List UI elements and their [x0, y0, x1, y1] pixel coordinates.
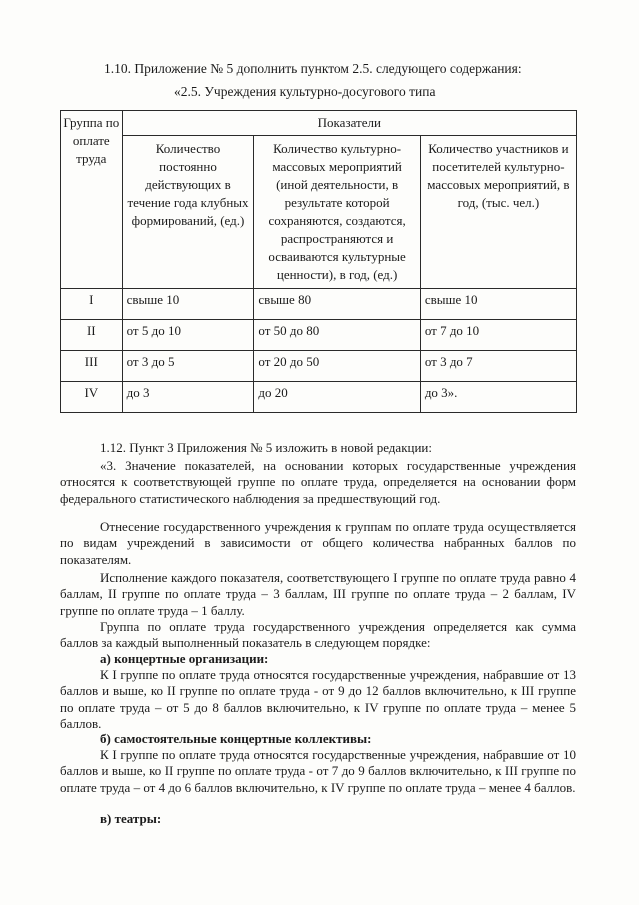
indicators-header: Показатели [122, 111, 576, 136]
group-number: IV [61, 382, 123, 413]
paragraph-points: Исполнение каждого показателя, соответствующего I группе по оплате труда равно 4 баллам, II группе по оплате труда – 3 баллам, III группе по оплате труда – 2 баллам, IV группе по оплате труда – 1 баллу. [60, 570, 576, 618]
table-cell: от 20 до 50 [254, 351, 420, 382]
paragraph-concert-organizations: К I группе по оплате труда относятся государственные учреждения, набравшие от 13 баллов и выше, ко II группе по оплате труда - от 9 до 12 баллов включительно, к III группе по оплате труда – от 5 до 8 баллов включительно, к IV группе по оплате труда – менее 5 баллов. [60, 667, 576, 731]
section-heading-theatres: в) театры: [100, 811, 162, 826]
pay-groups-table [60, 110, 577, 413]
table-cell: от 50 до 80 [254, 320, 420, 351]
table-cell: до 3». [420, 382, 576, 413]
column-header-clubs: Количество постоянно действующих в течение года клубных формирований, (ед.) [122, 136, 254, 289]
table-header-row [61, 111, 577, 136]
table-cell: свыше 10 [122, 289, 254, 320]
table-cell: свыше 10 [420, 289, 576, 320]
section-heading-concert-organizations: а) концертные организации: [100, 651, 269, 666]
table-row [61, 320, 577, 351]
paragraph-3: «3. Значение показателей, на основании которых государственные учреждения относятся к соответствующей группе по оплате труда, определяется на основании форм федерального статистического наблюдения за предшествующий год. [60, 458, 576, 506]
paragraph-concert-collectives: К I группе по оплате труда относятся государственные учреждения, набравшие от 10 баллов и выше, ко II группе по оплате труда - от 7 до 9 баллов включительно, к III группе по оплате труда – от 4 до 6 баллов включительно, к IV группе по оплате труда – менее 4 баллов. [60, 747, 576, 795]
table-subheader-row [61, 136, 577, 289]
table-row [61, 382, 577, 413]
table-cell: от 7 до 10 [420, 320, 576, 351]
amendment-1-10-heading: 1.10. Приложение № 5 дополнить пунктом 2.5. следующего содержания: [104, 61, 522, 76]
paragraph-attribution: Отнесение государственного учреждения к группам по оплате труда осуществляется по видам учреждений в зависимости от общего количества набранных баллов по показателям. [60, 519, 576, 567]
table-cell: до 3 [122, 382, 254, 413]
column-header-events: Количество культурно-массовых мероприятий (иной деятельности, в результате которой сохраняются, создаются, распространяются и осваиваются культурные ценности), в год, (ед.) [254, 136, 420, 289]
paragraph-group-sum: Группа по оплате труда государственного учреждения определяется как сумма баллов за каждый выполненный показатель в следующем порядке: [60, 619, 576, 651]
group-number: II [61, 320, 123, 351]
table-cell: до 20 [254, 382, 420, 413]
table-cell: от 3 до 5 [122, 351, 254, 382]
column-header-visitors: Количество участников и посетителей культурно-массовых мероприятий, в год, (тыс. чел.) [420, 136, 576, 289]
section-heading-concert-collectives: б) самостоятельные концертные коллективы: [100, 731, 372, 746]
table-cell: свыше 80 [254, 289, 420, 320]
table-row [61, 289, 577, 320]
table-row [61, 351, 577, 382]
table-cell: от 5 до 10 [122, 320, 254, 351]
group-number: III [61, 351, 123, 382]
table-cell: от 3 до 7 [420, 351, 576, 382]
section-2-5-title: «2.5. Учреждения культурно-досугового типа [174, 84, 436, 99]
amendment-1-12-heading: 1.12. Пункт 3 Приложения № 5 изложить в новой редакции: [100, 440, 432, 455]
group-number: I [61, 289, 123, 320]
group-column-header: Группа по оплате труда [61, 111, 123, 289]
